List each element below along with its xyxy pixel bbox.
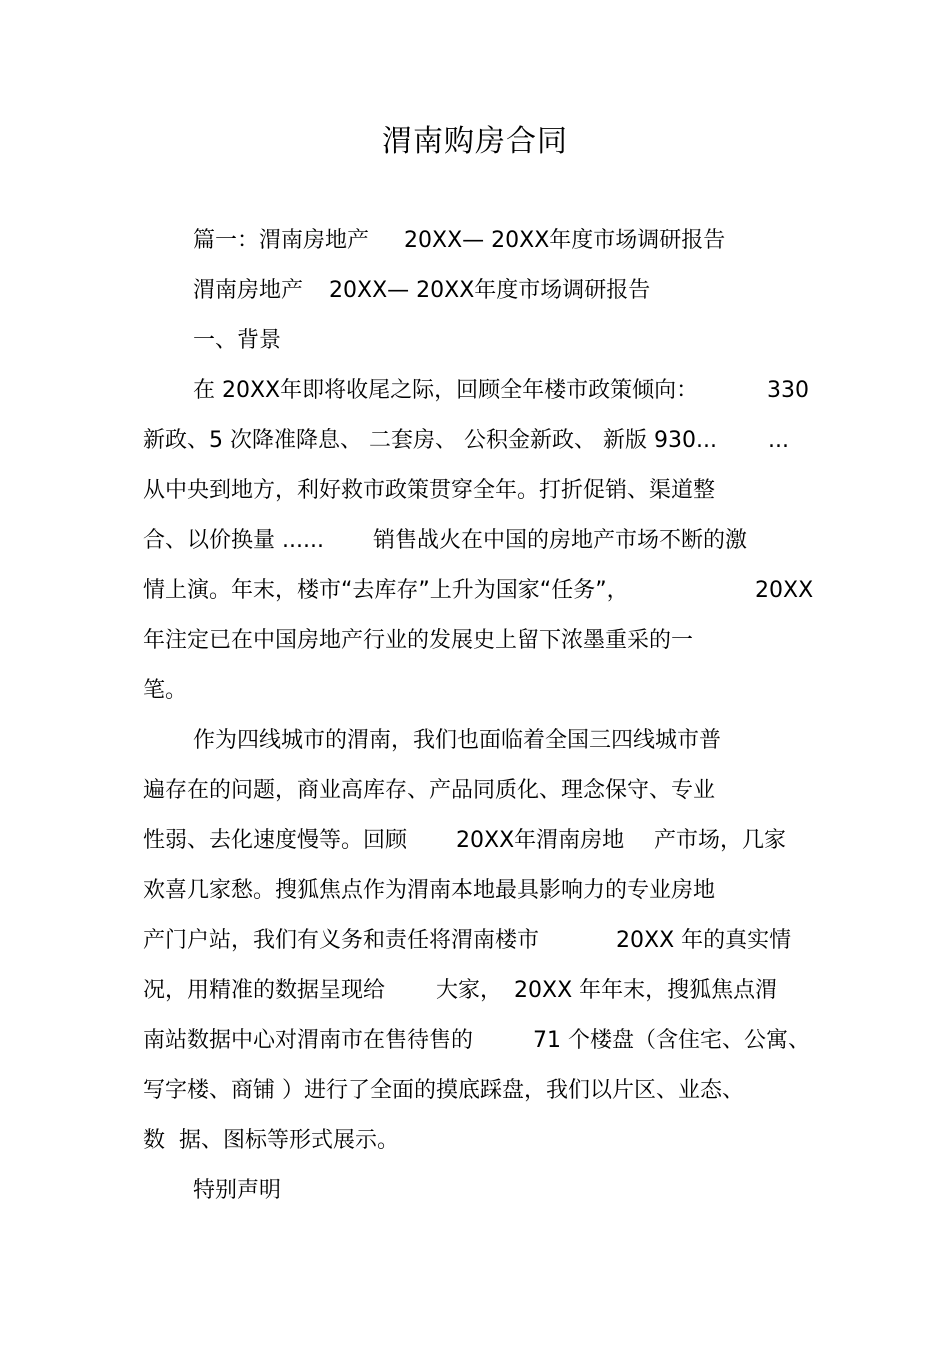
text-segment: 特别声明 xyxy=(193,1178,282,1203)
paragraph-line xyxy=(0,266,651,316)
paragraph-line xyxy=(0,916,792,966)
text-segment: 产市场，几家 xyxy=(654,828,787,853)
paragraph-line xyxy=(0,866,716,916)
text-segment: 情上演。年末，楼市“去库存”上升为国家“任务”， xyxy=(143,578,629,603)
text-segment: 年注定已在中国房地产行业的发展史上留下浓墨重采的一 xyxy=(143,628,694,653)
paragraph-line xyxy=(0,716,722,766)
text-segment: 产门户站，我们有义务和责任将渭南楼市 xyxy=(143,928,540,953)
text-segment: 遍存在的问题，商业高库存、产品同质化、理念保守、专业 xyxy=(143,778,716,803)
text-segment: 渭南房地产 xyxy=(193,278,304,303)
text-segment: 71 个楼盘（含住宅、公寓、 xyxy=(533,1028,810,1053)
paragraph-line xyxy=(0,1066,744,1116)
text-segment: 性弱、去化速度慢等。回顾 xyxy=(143,828,408,853)
text-segment: 20XX— 20XX年度市场调研报告 xyxy=(329,278,651,303)
text-segment: 从中央到地方，利好救市政策贯穿全年。打折促销、渠道整 xyxy=(143,478,716,503)
text-segment: 在 20XX年即将收尾之际，回顾全年楼市政策倾向： xyxy=(193,378,699,403)
paragraph-line xyxy=(0,516,748,566)
paragraph-line xyxy=(0,966,778,1016)
paragraph-line xyxy=(0,566,814,616)
paragraph-line xyxy=(0,766,716,816)
text-segment: 况，用精准的数据呈现给 xyxy=(143,978,386,1003)
section-heading xyxy=(0,1166,282,1216)
paragraph-line xyxy=(0,1016,810,1066)
text-segment: 篇一：渭南房地产 xyxy=(193,228,370,253)
paragraph-line xyxy=(0,816,787,866)
text-segment: 欢喜几家愁。搜狐焦点作为渭南本地最具影响力的专业房地 xyxy=(143,878,716,903)
text-segment: 南站数据中心对渭南市在售待售的 xyxy=(143,1028,474,1053)
document-title: 渭南购房合同 xyxy=(382,124,568,159)
paragraph-line xyxy=(0,366,809,416)
paragraph-line xyxy=(0,616,694,666)
text-segment: 作为四线城市的渭南，我们也面临着全国三四线城市普 xyxy=(193,728,722,753)
text-segment: 大家， xyxy=(436,978,503,1003)
paragraph-line xyxy=(0,1116,399,1166)
text-segment: 20XX 年年末，搜狐焦点渭 xyxy=(514,978,778,1003)
paragraph-line xyxy=(0,666,188,716)
text-segment: 销售战火在中国的房地产市场不断的激 xyxy=(373,528,748,553)
text-segment: 20XX xyxy=(755,578,814,603)
text-segment: 合、以价换量 ...... xyxy=(143,528,324,553)
text-segment: 写字楼、商铺 ）进行了全面的摸底踩盘，我们以片区、业态、 xyxy=(143,1078,744,1103)
text-segment: 数 据、图标等形式展示。 xyxy=(143,1128,399,1153)
text-segment: 20XX 年的真实情 xyxy=(616,928,792,953)
text-segment: 330 xyxy=(767,378,809,403)
text-segment: 一、背景 xyxy=(193,328,282,353)
text-segment: 20XX年渭南房地 xyxy=(456,828,625,853)
text-segment: ... xyxy=(768,428,789,453)
text-segment: 新政、5 次降准降息、 二套房、 公积金新政、 新版 930... xyxy=(143,428,717,453)
section-heading xyxy=(0,316,282,366)
text-segment: 笔。 xyxy=(143,678,188,703)
paragraph-line xyxy=(0,466,716,516)
paragraph-line xyxy=(0,216,726,266)
text-segment: 20XX— 20XX年度市场调研报告 xyxy=(404,228,726,253)
paragraph-line xyxy=(0,416,789,466)
